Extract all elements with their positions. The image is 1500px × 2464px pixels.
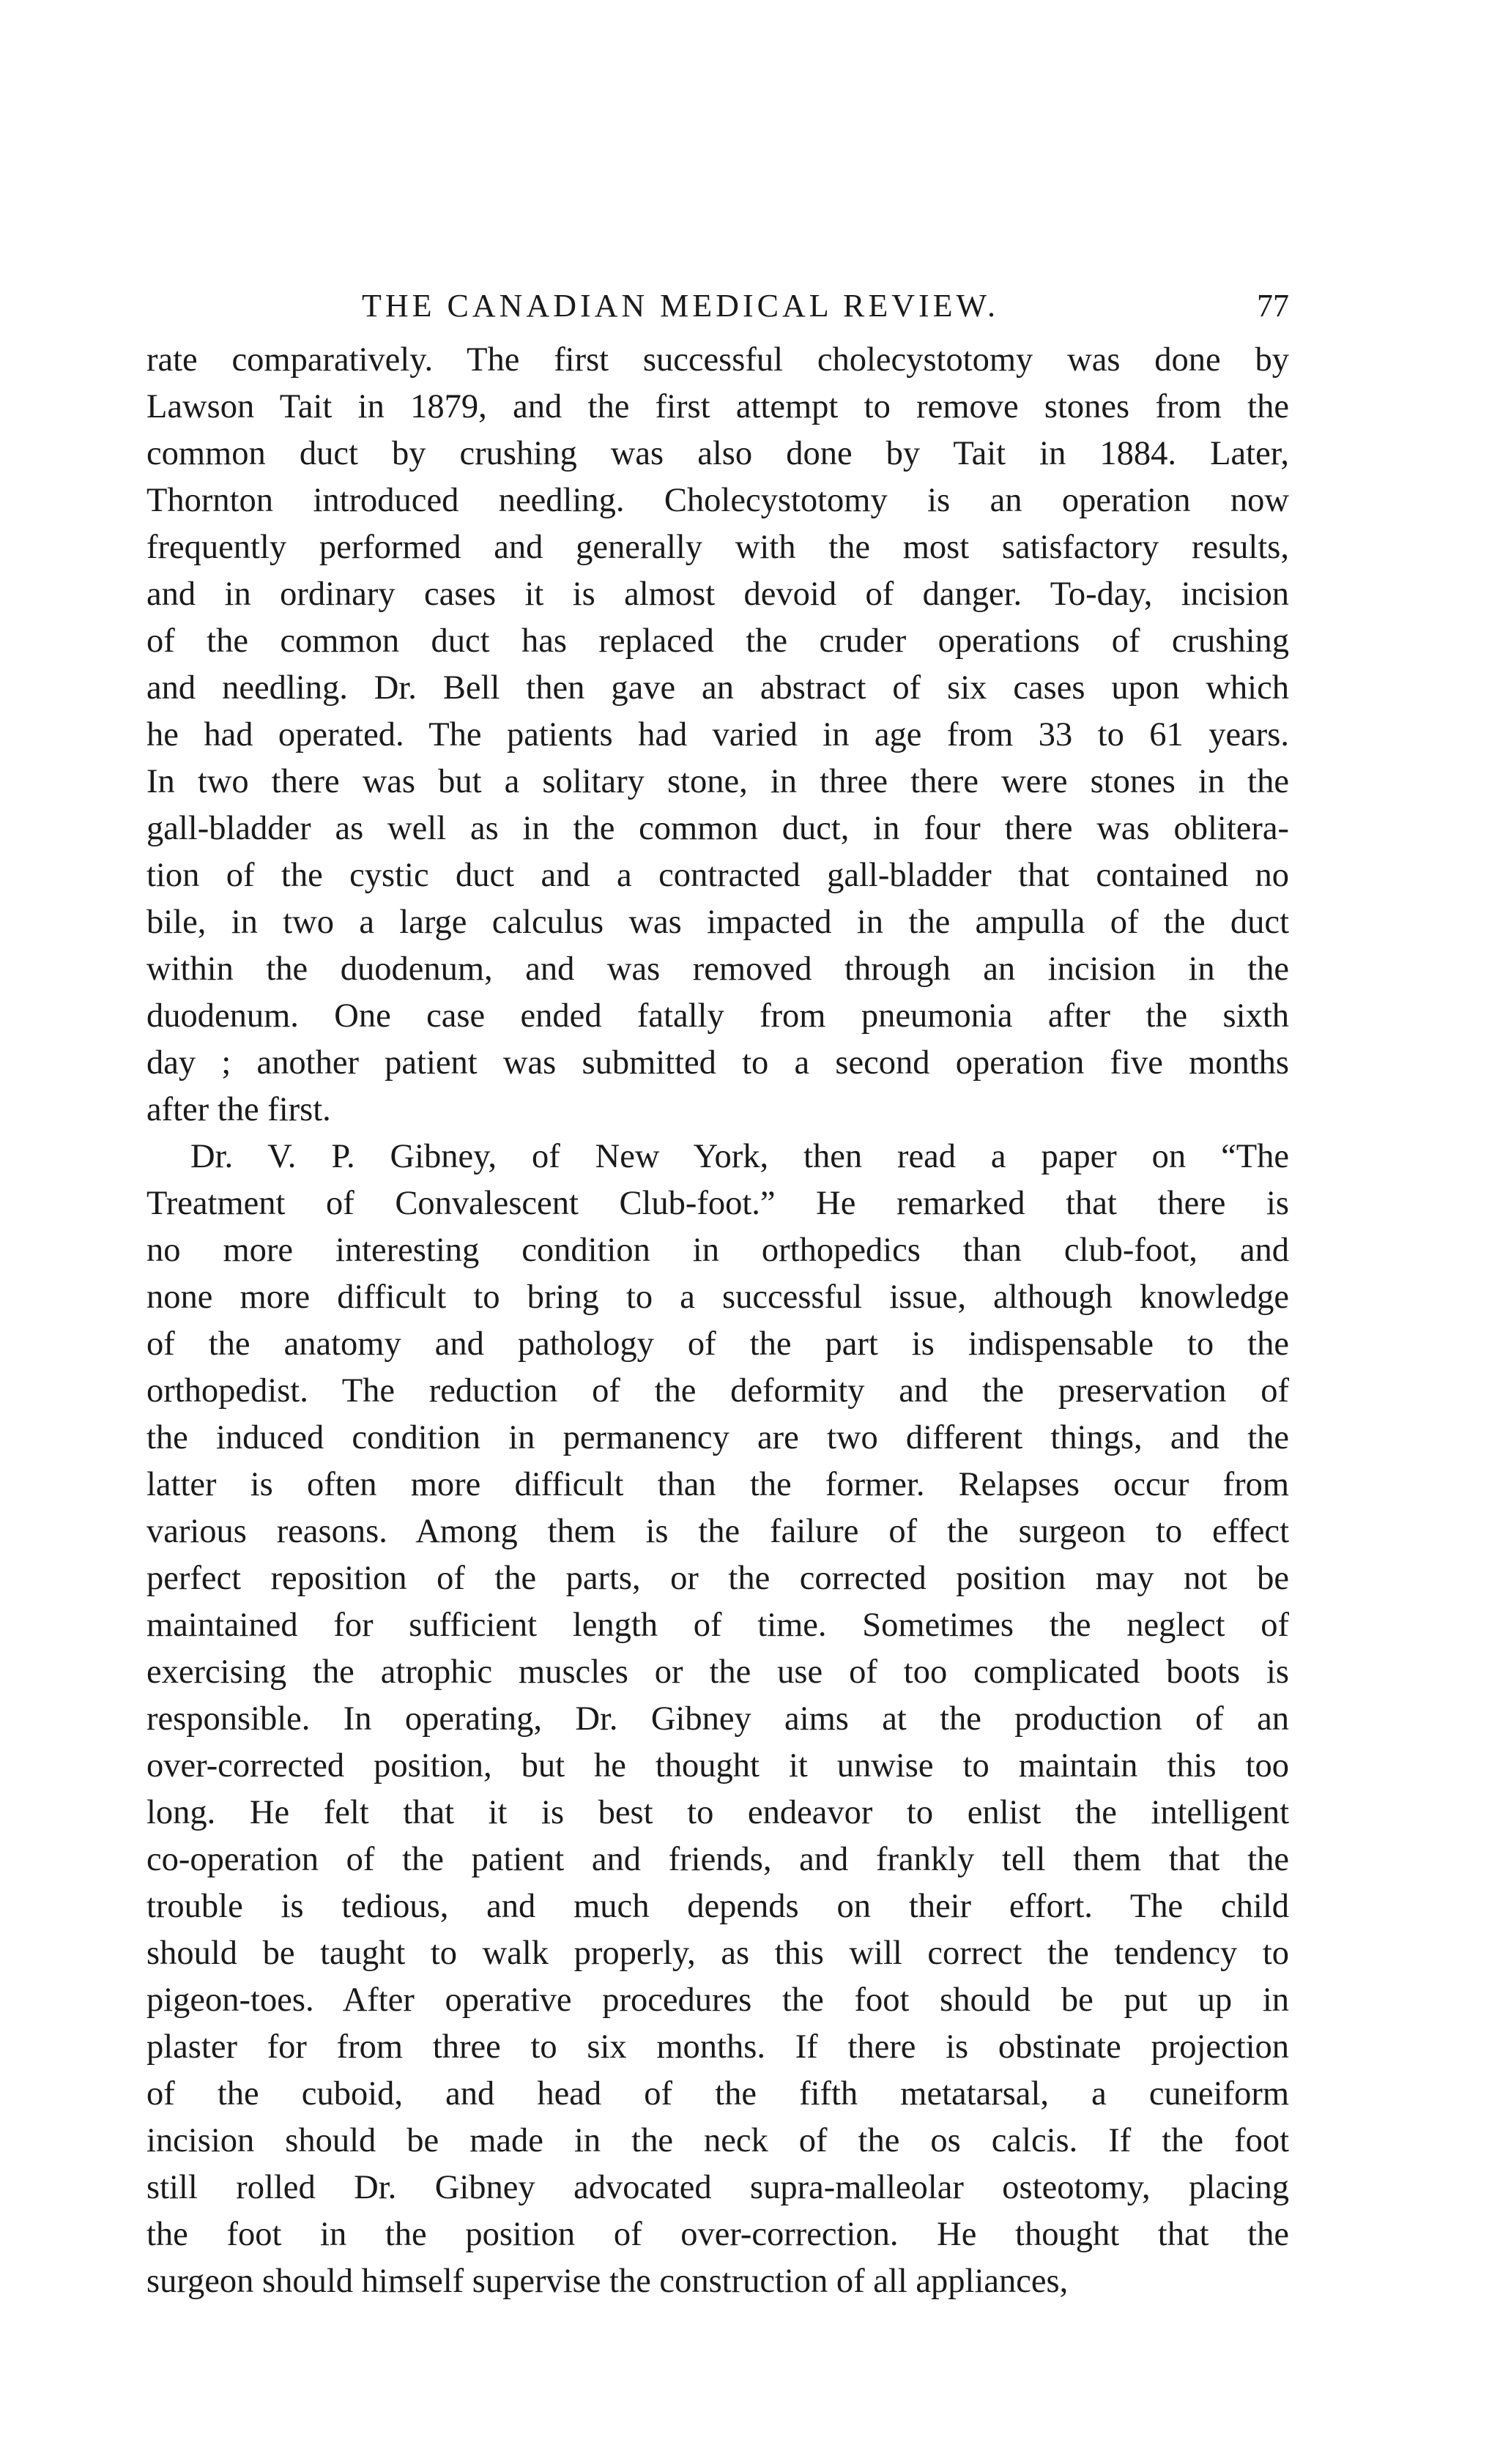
text-line: Treatment of Convalescent Club-foot.” He remarked that there is	[146, 1185, 1289, 1222]
text-line: should be taught to walk properly, as this will correct the tendency to	[146, 1935, 1289, 1972]
text-line: none more difficult to bring to a successful issue, although knowledge	[146, 1278, 1289, 1316]
running-head	[146, 287, 1289, 331]
text-line: and needling. Dr. Bell then gave an abstract of six cases upon which	[146, 669, 1289, 707]
text-line: rate comparatively. The first successful cholecystotomy was done by	[146, 341, 1289, 379]
text-line: trouble is tedious, and much depends on their effort. The child	[146, 1888, 1289, 1925]
text-line: long. He felt that it is best to endeavor to enlist the intelligent	[146, 1794, 1289, 1831]
text-line: still rolled Dr. Gibney advocated supra-malleolar osteotomy, placing	[146, 2169, 1289, 2206]
text-line: duodenum. One case ended fatally from pneumonia after the sixth	[146, 997, 1289, 1035]
text-line: pigeon-toes. After operative procedures the foot should be put up in	[146, 1981, 1289, 2019]
text-line: plaster for from three to six months. If there is obstinate projection	[146, 2028, 1289, 2066]
text-line: no more interesting condition in orthopedics than club-foot, and	[146, 1232, 1289, 1269]
body-text	[146, 337, 1289, 2305]
text-line: Thornton introduced needling. Cholecystotomy is an operation now	[146, 482, 1289, 519]
paragraph	[146, 337, 1289, 1134]
text-line: of the cuboid, and head of the fifth metatarsal, a cuneiform	[146, 2075, 1289, 2113]
text-line: maintained for sufficient length of time. Sometimes the neglect of	[146, 1607, 1289, 1644]
text-line: Lawson Tait in 1879, and the first attempt to remove stones from the	[146, 388, 1289, 425]
text-line: Dr. V. P. Gibney, of New York, then read a paper on “The	[190, 1138, 1289, 1175]
text-line: latter is often more difficult than the former. Relapses occur from	[146, 1466, 1289, 1503]
text-line: of the anatomy and pathology of the part is indispensable to the	[146, 1325, 1289, 1363]
text-line: frequently performed and generally with the most satisfactory results,	[146, 529, 1289, 566]
text-line: surgeon should himself supervise the construction of all appliances,	[146, 2263, 1069, 2300]
text-line: day ; another patient was submitted to a second operation five months	[146, 1044, 1289, 1082]
text-line: orthopedist. The reduction of the deformity and the preservation of	[146, 1372, 1289, 1410]
text-line: co-operation of the patient and friends, and frankly tell them that the	[146, 1841, 1289, 1878]
text-line: bile, in two a large calculus was impacted in the ampulla of the duct	[146, 904, 1289, 941]
text-line: within the duodenum, and was removed through an incision in the	[146, 950, 1289, 988]
text-line: over-corrected position, but he thought it unwise to maintain this too	[146, 1747, 1289, 1784]
text-line: the induced condition in permanency are two different things, and the	[146, 1419, 1289, 1456]
text-line: exercising the atrophic muscles or the use of too complicated boots is	[146, 1653, 1289, 1691]
text-line: perfect reposition of the parts, or the corrected position may not be	[146, 1560, 1289, 1597]
text-line: the foot in the position of over-correction. He thought that the	[146, 2216, 1289, 2253]
text-line: of the common duct has replaced the cruder operations of crushing	[146, 622, 1289, 660]
text-line: incision should be made in the neck of the os calcis. If the foot	[146, 2122, 1289, 2159]
paragraph	[146, 1134, 1289, 2305]
text-line: In two there was but a solitary stone, in three there were stones in the	[146, 763, 1289, 800]
text-line: he had operated. The patients had varied in age from 33 to 61 years.	[146, 716, 1289, 753]
text-line: responsible. In operating, Dr. Gibney aims at the production of an	[146, 1700, 1289, 1738]
text-line: tion of the cystic duct and a contracted gall-bladder that contained no	[146, 857, 1289, 894]
running-title: THE CANADIAN MEDICAL REVIEW.	[362, 288, 999, 324]
text-line: gall-bladder as well as in the common duct, in four there was oblitera-	[146, 810, 1289, 847]
text-line: and in ordinary cases it is almost devoid of danger. To-day, incision	[146, 576, 1289, 613]
text-line: various reasons. Among them is the failure of the surgeon to effect	[146, 1513, 1289, 1550]
text-line: common duct by crushing was also done by Tait in 1884. Later,	[146, 435, 1289, 472]
page-number: 77	[1257, 288, 1289, 324]
text-line: after the first.	[146, 1091, 331, 1128]
